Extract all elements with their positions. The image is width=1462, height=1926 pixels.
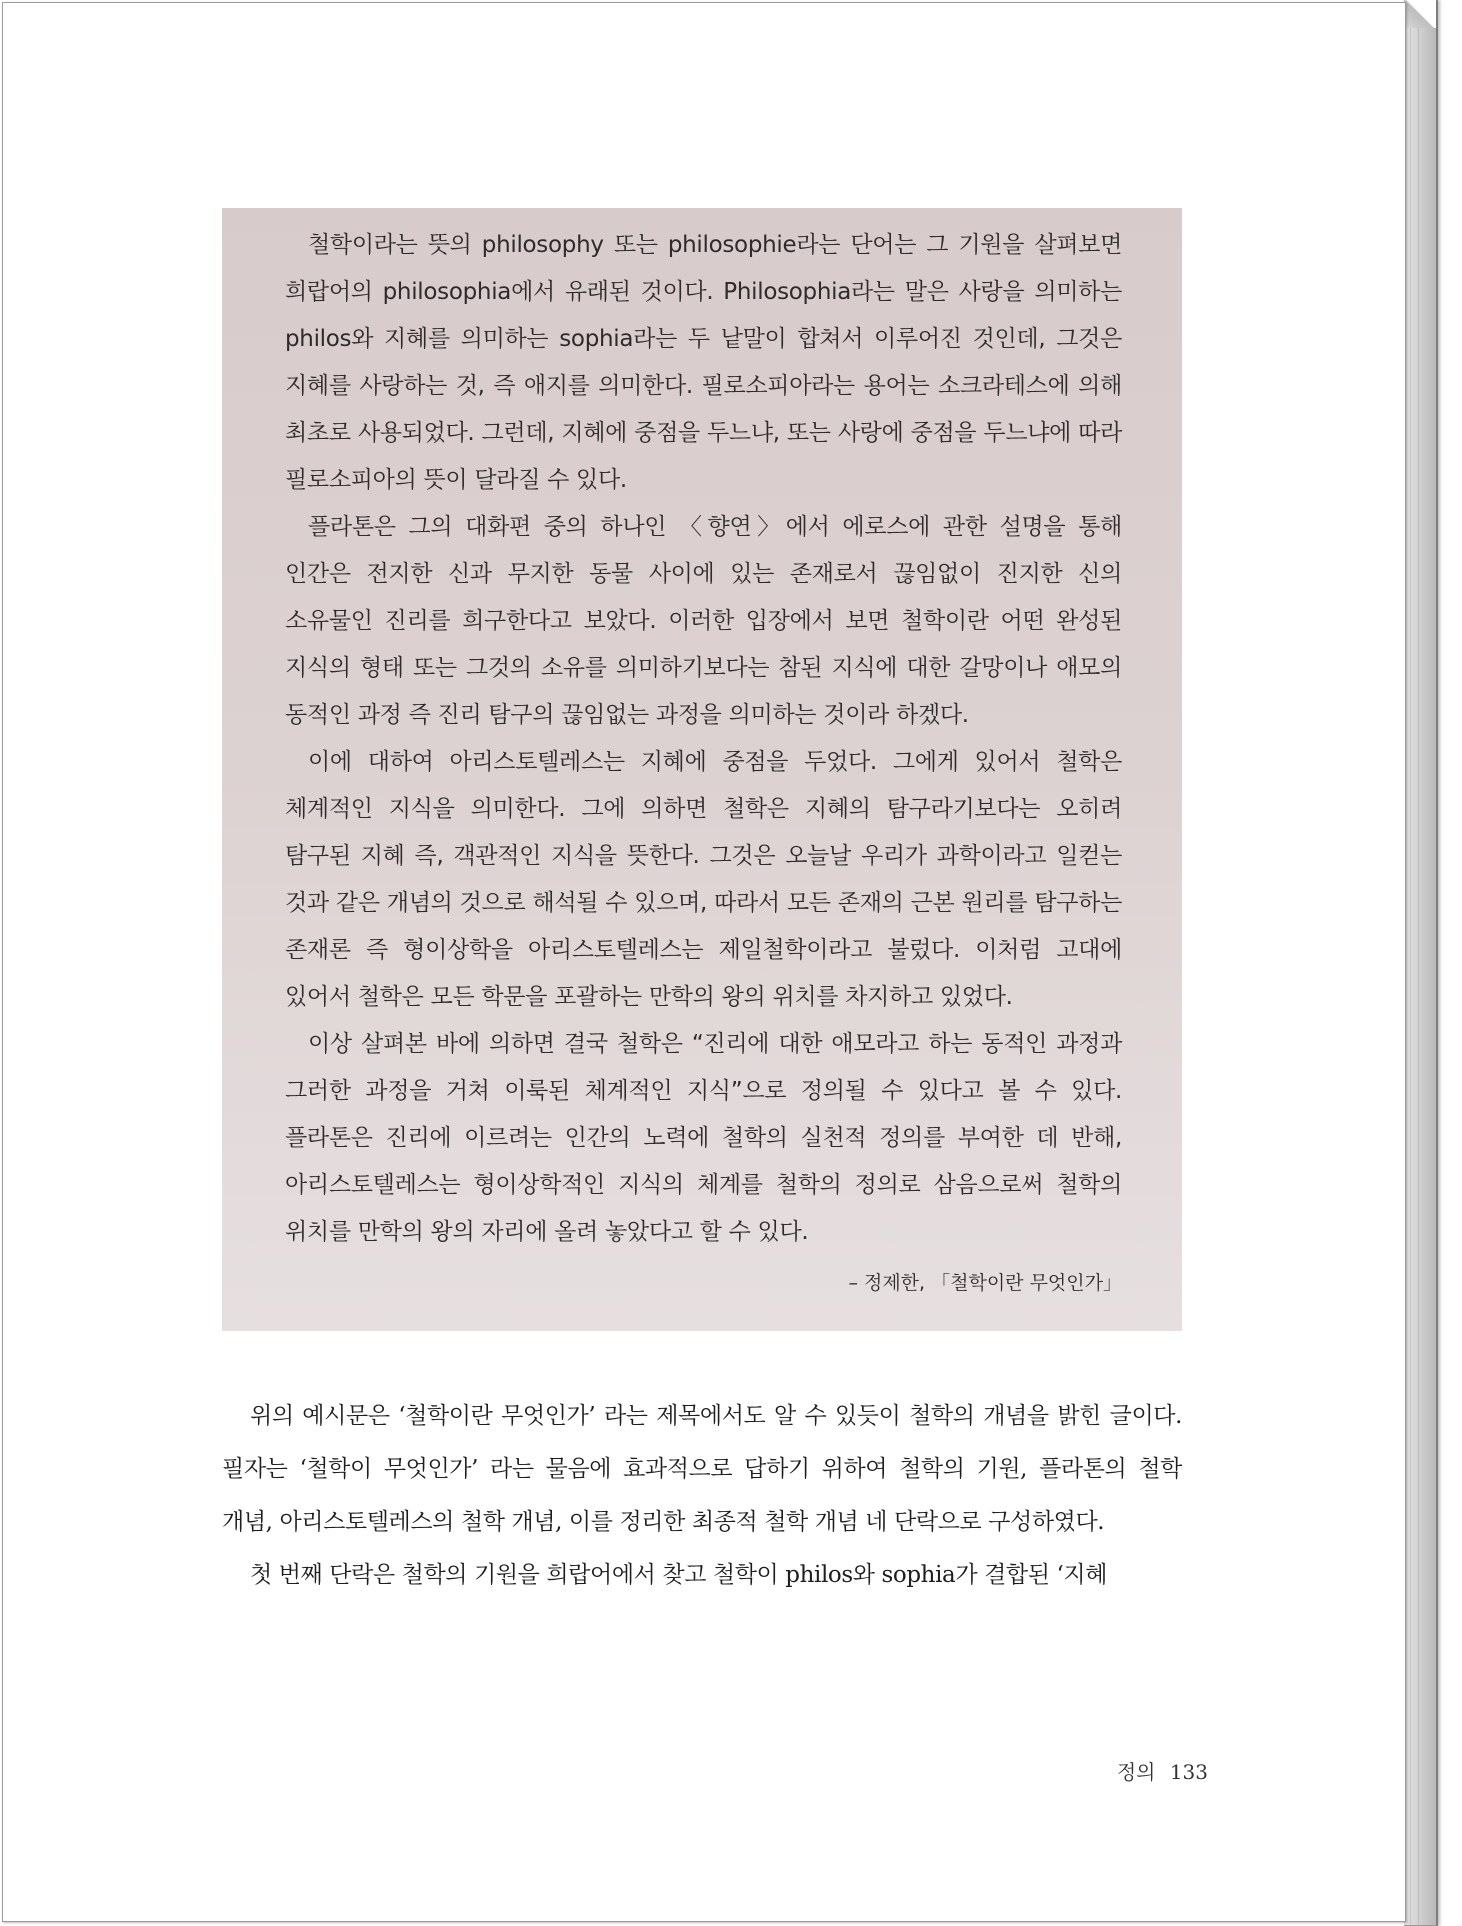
body-paragraph: 위의 예시문은 ‘철학이란 무엇인가’ 라는 제목에서도 알 수 있듯이 철학의 개념을 밝힌 글이다. 필자는 ‘철학이 무엇인가’ 라는 물음에 효과적으로 답하기 위하여 철학의 기원, 플라톤의 철학 개념, 아리스토텔레스의 철학 개념, 이를 정리한 최종적 철학 개념 네 단락으로 구성하였다. [222,1403,1182,1535]
quote-paragraph: 철학이라는 뜻의 philosophy 또는 philosophie라는 단어는 그 기원을 살펴보면 희랍어의 philosophia에서 유래된 것이다. Philosophia라는 말은 사랑을 의미하는 philos와 지혜를 의미하는 sophia라는 두 낱말이 합쳐서 이루어진 것인데, 그것은 지혜를 사랑하는 것, 즉 애지를 의미한다. 필로소피아라는 용어는 소크라테스에 의해 최초로 사용되었다. 그런데, 지혜에 중점을 두느냐, 또는 사랑에 중점을 두느냐에 따라 필로소피아의 뜻이 달라질 수 있다. [285,232,1122,493]
page-corner-fold [1404,0,1436,28]
page-stack-edge [1404,0,1438,1926]
quote-paragraph: 이에 대하여 아리스토텔레스는 지혜에 중점을 두었다. 그에게 있어서 철학은 체계적인 지식을 의미한다. 그에 의하면 철학은 지혜의 탐구라기보다는 오히려 탐구된 지혜 즉, 객관적인 지식을 뜻한다. 그것은 오늘날 우리가 과학이라고 일컫는 것과 같은 개념의 것으로 해석될 수 있으며, 따라서 모든 존재의 근본 원리를 탐구하는 존재론 즉 형이상학을 아리스토텔레스는 제일철학이라고 불렀다. 이처럼 고대에 있어서 철학은 모든 학문을 포괄하는 만학의 왕의 위치를 차지하고 있었다. [285,749,1122,1010]
body-text [222,1390,1182,1602]
footer-section-label: 정의 [1116,1760,1156,1784]
body-paragraph: 첫 번째 단락은 철학의 기원을 희랍어에서 찾고 철학이 philos와 sophia가 결합된 ‘지혜 [250,1562,1108,1588]
page-footer [1117,1756,1208,1785]
quote-source: – 정제한, 「철학이란 무엇인가」 [848,1272,1122,1294]
quote-paragraph: 플라톤은 그의 대화편 중의 하나인 〈향연〉에서 에로스에 관한 설명을 통해 인간은 전지한 신과 무지한 동물 사이에 있는 존재로서 끊임없이 진지한 신의 소유물인 진리를 희구한다고 보았다. 이러한 입장에서 보면 철학이란 어떤 완성된 지식의 형태 또는 그것의 소유를 의미하기보다는 참된 지식에 대한 갈망이나 애모의 동적인 과정 즉 진리 탐구의 끊임없는 과정을 의미하는 것이라 하겠다. [285,514,1122,728]
quote-paragraph: 이상 살펴본 바에 의하면 결국 철학은 “진리에 대한 애모라고 하는 동적인 과정과 그러한 과정을 거쳐 이룩된 체계적인 지식”으로 정의될 수 있다고 볼 수 있다. 플라톤은 진리에 이르려는 인간의 노력에 철학의 실천적 정의를 부여한 데 반해, 아리스토텔레스는 형이상학적인 지식의 체계를 철학의 정의로 삼음으로써 철학의 위치를 만학의 왕의 자리에 올려 놓았다고 할 수 있다. [285,1031,1122,1245]
page-number: 133 [1169,1760,1208,1784]
quote-box [222,208,1182,1331]
